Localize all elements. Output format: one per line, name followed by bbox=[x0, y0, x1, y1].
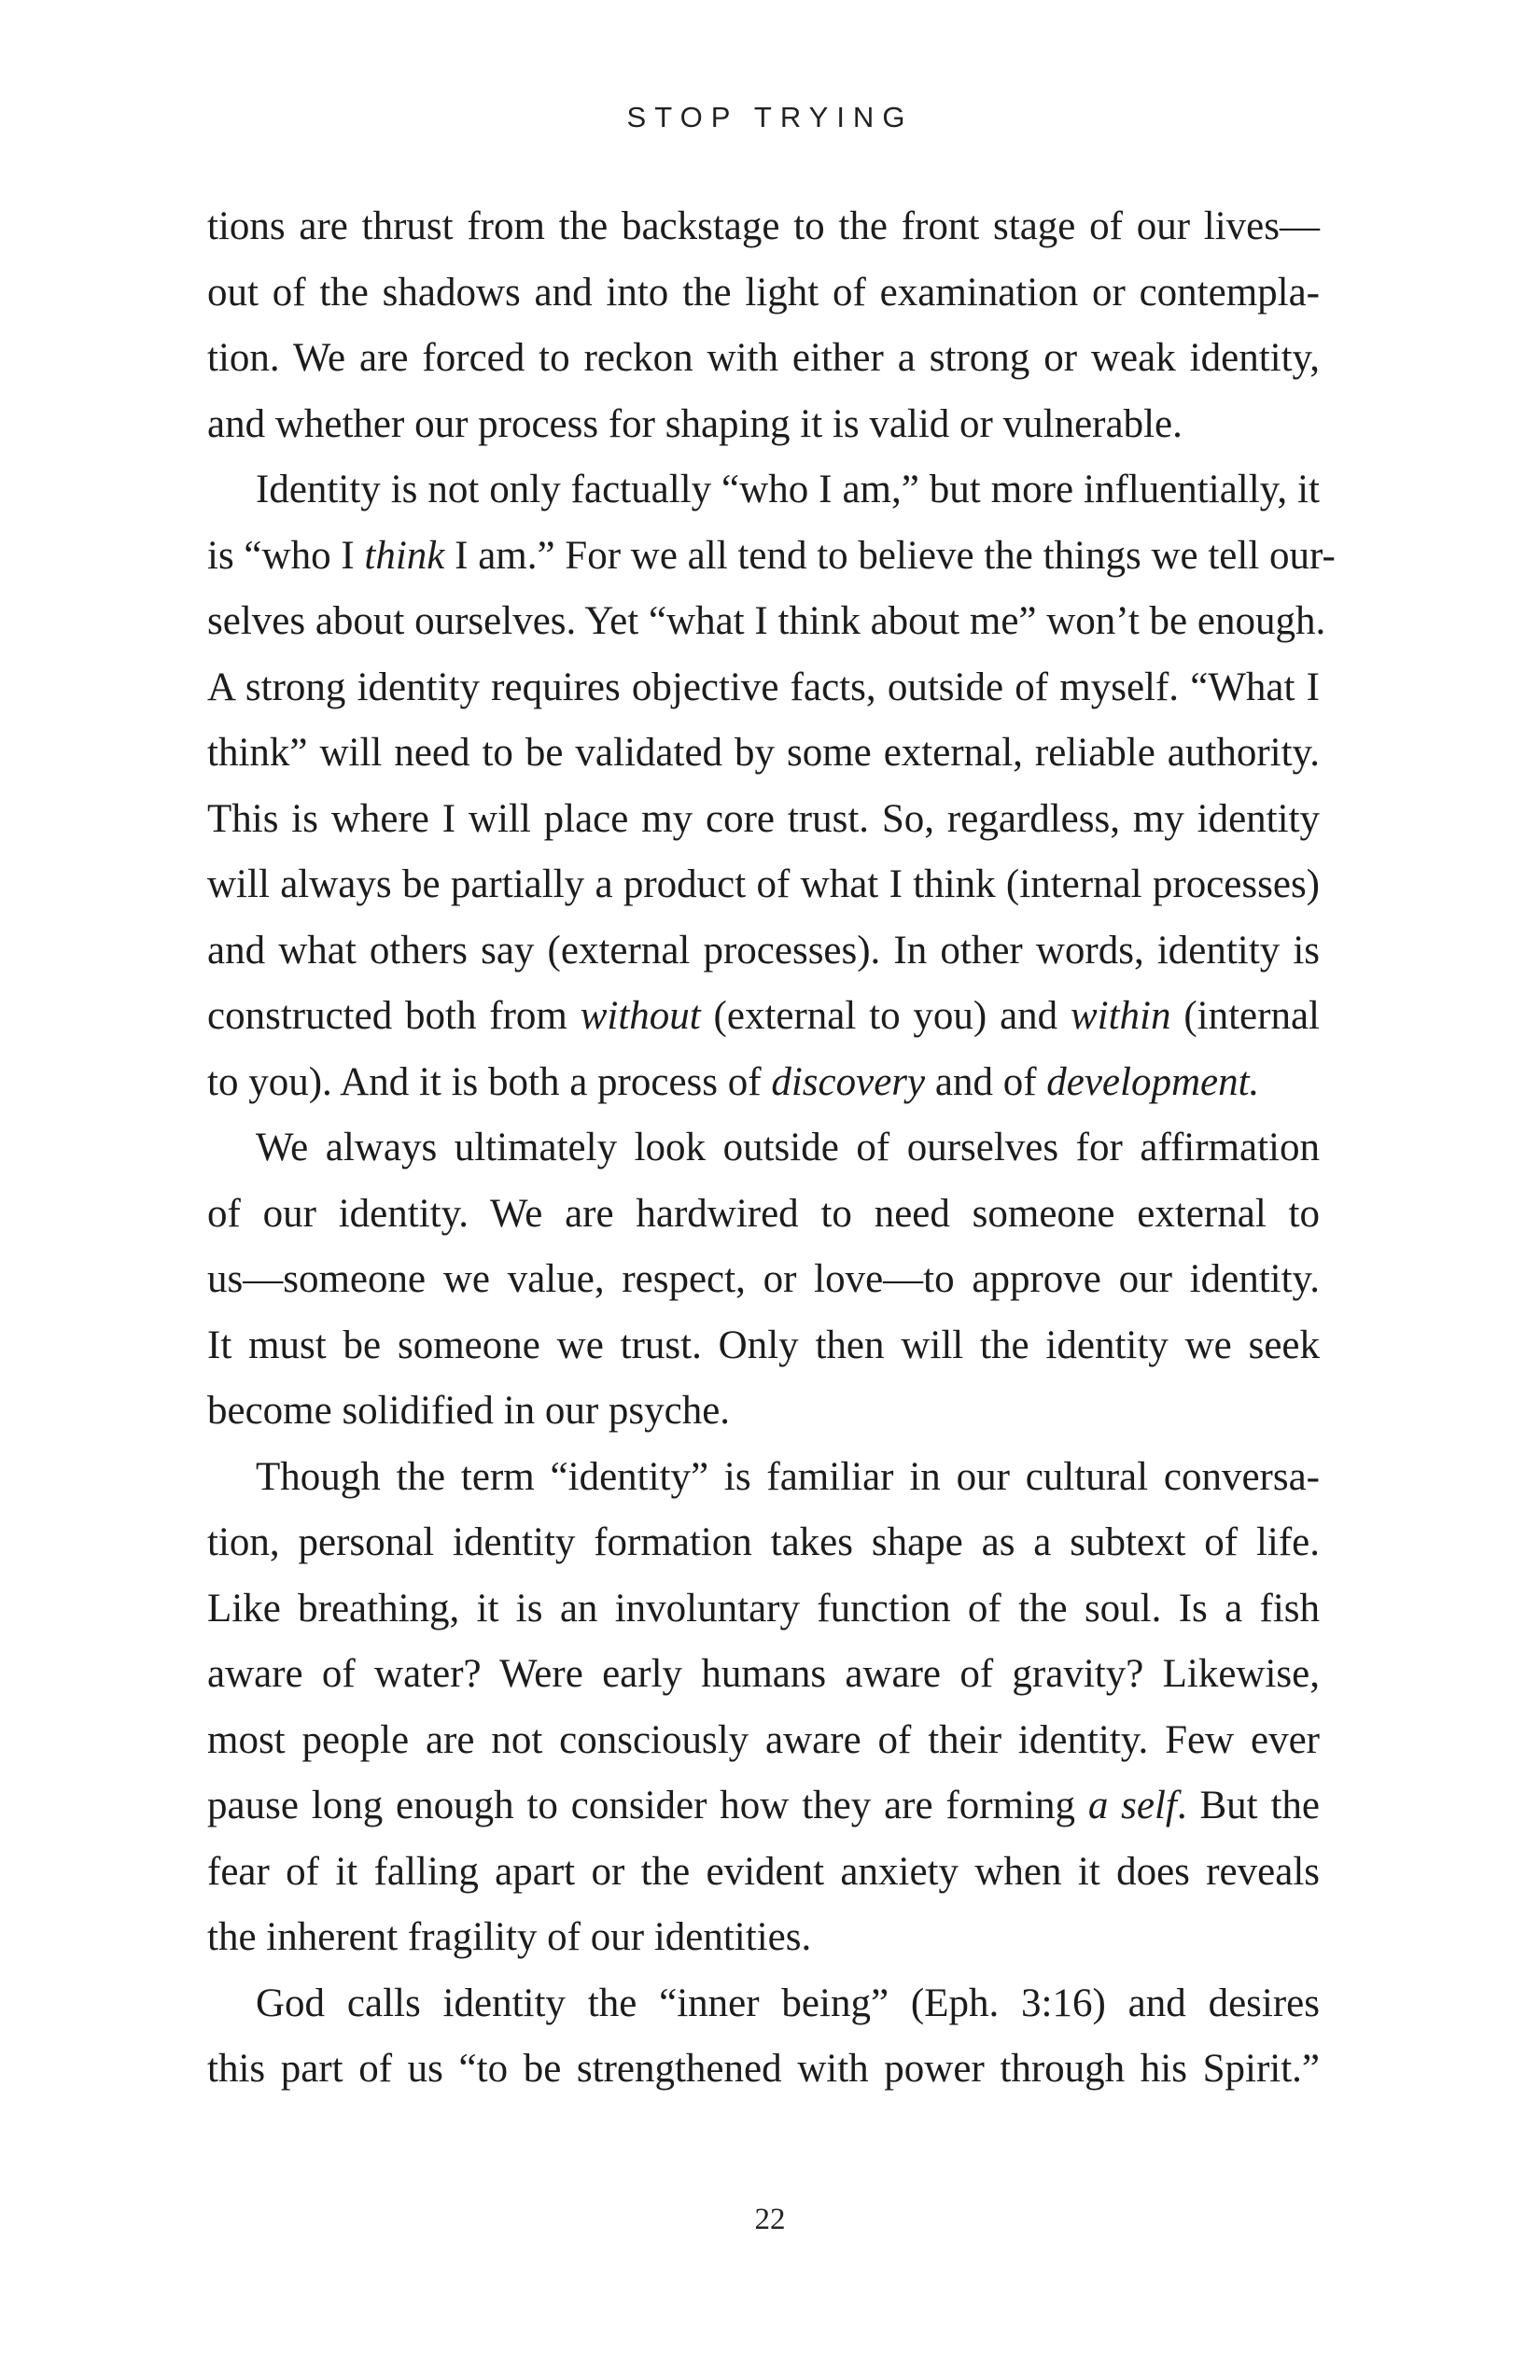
text-line bbox=[207, 1971, 1320, 2037]
text-run: selves about ourselves. Yet “what I think about me” won’t be enough. bbox=[207, 599, 1326, 643]
text-line bbox=[207, 984, 1320, 1050]
text-line bbox=[207, 1708, 1320, 1774]
text-line bbox=[207, 392, 1320, 458]
text-line bbox=[207, 1773, 1320, 1840]
text-line bbox=[207, 1576, 1320, 1643]
text-run: pause long enough to consider how they are forming bbox=[207, 1784, 1088, 1827]
text-run: is “who I bbox=[207, 533, 365, 578]
text-run: think” will need to be validated by some external, reliable authority. bbox=[207, 731, 1320, 775]
text-run: We always ultimately look outside of ourselves for affirmation bbox=[256, 1126, 1320, 1169]
text-run: and whether our process for shaping it is valid or vulnerable. bbox=[207, 401, 1183, 446]
body-text bbox=[207, 194, 1336, 2103]
text-run: and what others say (external processes). In other words, identity is bbox=[207, 928, 1320, 973]
text-run: It must be someone we trust. Only then will the identity we seek bbox=[207, 1323, 1320, 1367]
text-run: this part of us “to be strengthened with power through his Spirit.” bbox=[207, 2047, 1320, 2091]
text-line bbox=[207, 2037, 1320, 2103]
text-run: become solidified in our psyche. bbox=[207, 1389, 731, 1433]
text-run: I am.” For we all tend to believe the things we tell our- bbox=[444, 533, 1336, 578]
text-run: tion. We are forced to reckon with either a strong or weak identity, bbox=[207, 336, 1320, 380]
text-line bbox=[207, 1642, 1320, 1708]
text-run: tions are thrust from the backstage to the front stage of our lives— bbox=[207, 204, 1320, 248]
italic-text: without bbox=[580, 994, 701, 1038]
italic-text: within bbox=[1070, 994, 1171, 1038]
text-line bbox=[207, 787, 1320, 853]
text-line bbox=[207, 1247, 1320, 1313]
text-run: most people are not consciously aware of their identity. Few ever bbox=[207, 1717, 1320, 1762]
text-run: This is where I will place my core trust. So, regardless, my identity bbox=[207, 796, 1320, 841]
text-line bbox=[207, 918, 1320, 985]
italic-text: think bbox=[364, 533, 445, 578]
text-run: A strong identity requires objective facts, outside of myself. “What I bbox=[207, 665, 1320, 709]
text-line bbox=[207, 524, 1336, 590]
text-run: of our identity. We are hardwired to need someone external to bbox=[207, 1191, 1320, 1236]
text-line bbox=[207, 1840, 1320, 1906]
text-run: to you). And it is both a process of bbox=[207, 1059, 772, 1104]
text-line bbox=[207, 1050, 1320, 1116]
page-number: 22 bbox=[754, 2203, 786, 2236]
text-run: will always be partially a product of what I think (internal processes) bbox=[207, 862, 1320, 906]
text-run: Like breathing, it is an involuntary function of the soul. Is a fish bbox=[207, 1586, 1320, 1631]
text-run: the inherent fragility of our identities. bbox=[207, 1915, 812, 1959]
text-line bbox=[207, 1379, 1320, 1445]
italic-text: a self bbox=[1087, 1784, 1177, 1827]
text-line bbox=[207, 326, 1320, 392]
text-line bbox=[207, 589, 1326, 655]
running-head: STOP TRYING bbox=[626, 101, 914, 133]
text-run: and of bbox=[925, 1059, 1047, 1104]
text-run: out of the shadows and into the light of examination or contempla- bbox=[207, 270, 1320, 315]
italic-text: discovery bbox=[771, 1059, 926, 1104]
text-run: fear of it falling apart or the evident anxiety when it does reveals bbox=[207, 1849, 1320, 1894]
text-run: (external to you) and bbox=[700, 994, 1071, 1038]
text-line bbox=[207, 1313, 1320, 1379]
text-run: aware of water? Were early humans aware of gravity? Likewise, bbox=[207, 1652, 1320, 1696]
text-run: (internal bbox=[1170, 994, 1320, 1038]
text-run: Identity is not only factually “who I am,” but more influentially, it bbox=[256, 468, 1320, 511]
text-line bbox=[207, 852, 1320, 918]
text-run: God calls identity the “inner being” (Eph. 3:16) and desires bbox=[256, 1981, 1320, 2025]
text-line bbox=[207, 1510, 1320, 1576]
italic-text: development. bbox=[1046, 1059, 1260, 1104]
text-line bbox=[207, 194, 1320, 260]
text-run: Though the term “identity” is familiar in our cultural conversa- bbox=[256, 1454, 1320, 1499]
text-line bbox=[207, 1115, 1320, 1182]
text-run: tion, personal identity formation takes shape as a subtext of life. bbox=[207, 1520, 1320, 1564]
text-run: us—someone we value, respect, or love—to approve our identity. bbox=[207, 1257, 1320, 1301]
text-line bbox=[207, 1445, 1320, 1511]
text-run: . But the bbox=[1176, 1784, 1320, 1827]
text-line bbox=[207, 1905, 1320, 1971]
text-line bbox=[207, 260, 1320, 327]
text-line bbox=[207, 655, 1320, 721]
text-line bbox=[207, 457, 1320, 524]
text-line bbox=[207, 721, 1320, 787]
text-run: constructed both from bbox=[207, 994, 581, 1038]
text-line bbox=[207, 1182, 1320, 1248]
